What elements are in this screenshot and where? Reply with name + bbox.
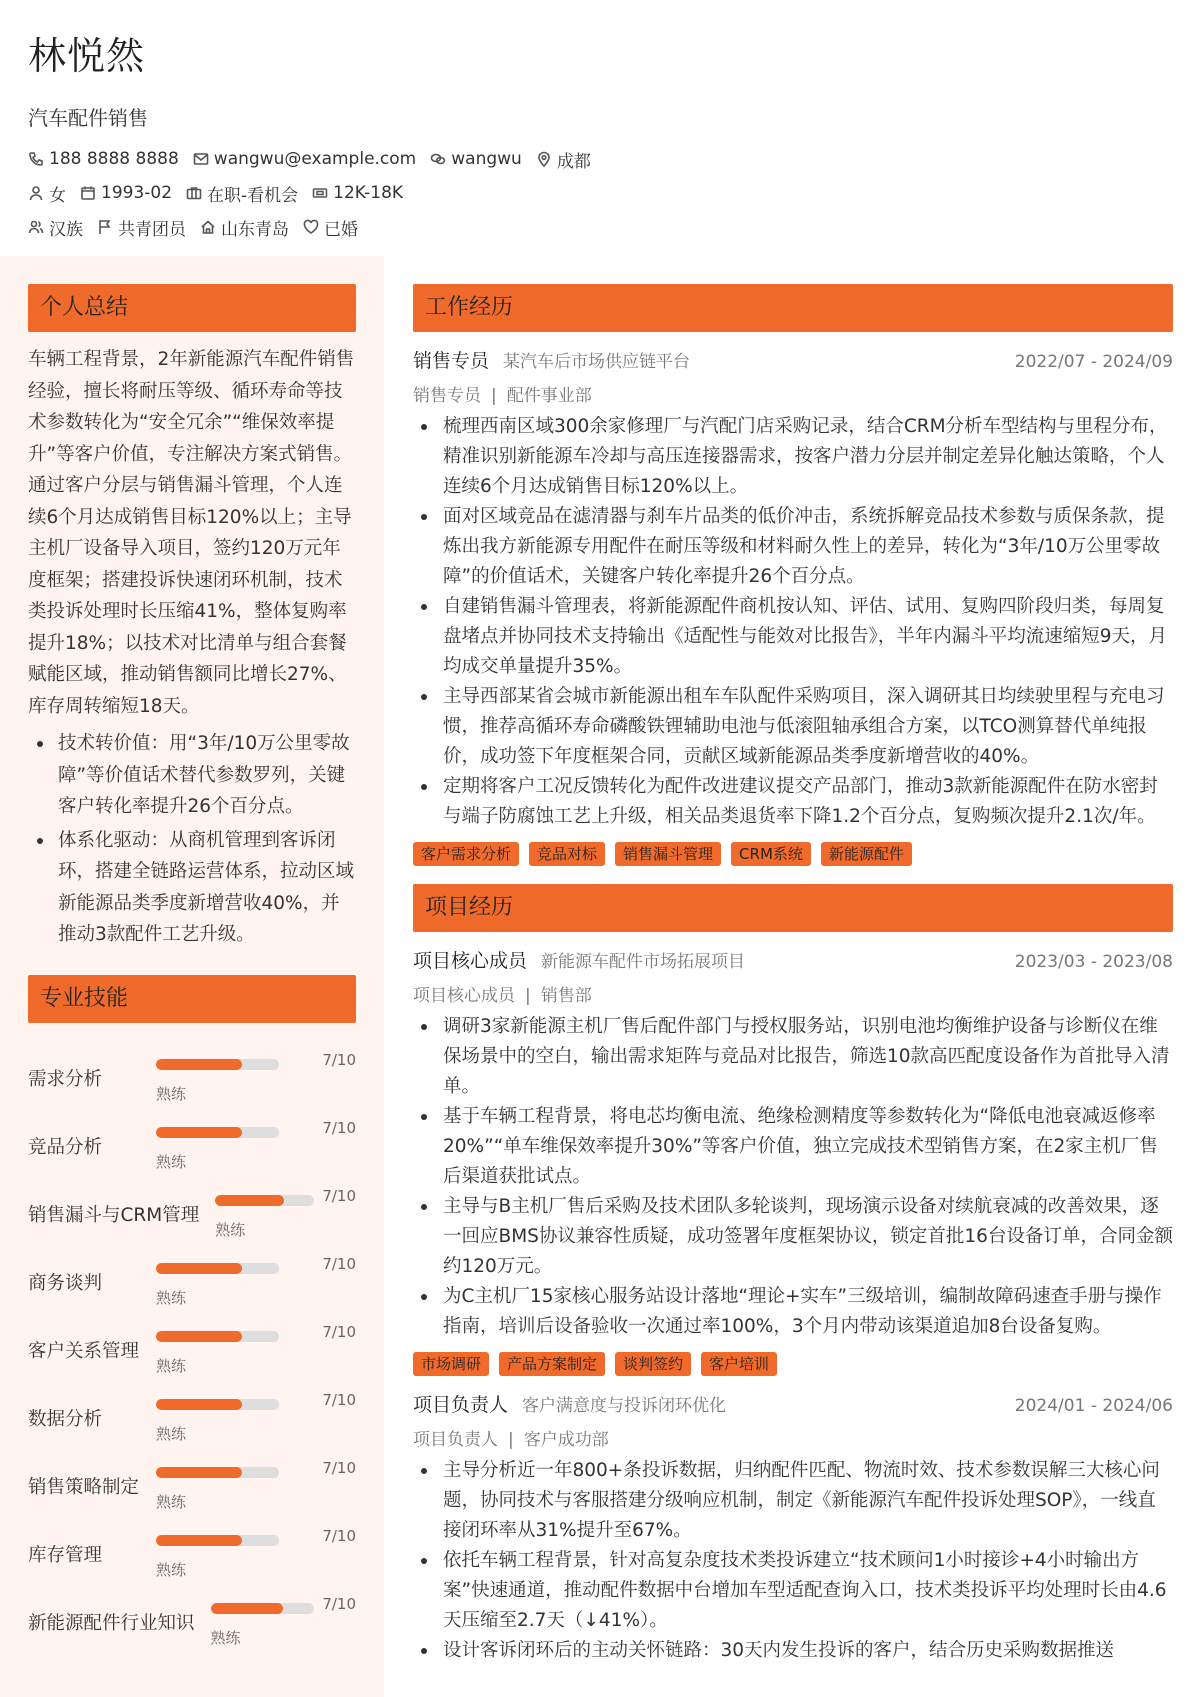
skill-tag: 产品方案制定 [499,1352,605,1376]
skill-score: 7/10 [322,1050,356,1069]
skill-score: 7/10 [322,1322,356,1341]
birth-text: 1993-02 [101,183,173,203]
entry-bullets [413,1456,1173,1666]
personal-row [28,176,1200,210]
skill-bar [211,1603,314,1614]
entry-head [413,1390,1173,1417]
skills-list [28,1039,356,1651]
politics-item [97,215,186,240]
email-icon [193,151,209,167]
city-item [536,147,591,172]
skill-tag: 销售漏斗管理 [615,842,721,866]
skill-bar [156,1399,279,1410]
skill-row [28,1447,356,1515]
skills-heading: 专业技能 [28,975,356,1023]
skill-name: 新能源配件行业知识 [28,1612,195,1634]
entry-subtitle [413,381,1173,406]
skill-fill [156,1399,242,1410]
skill-score: 7/10 [322,1458,356,1477]
heart-icon [303,219,319,235]
entry-title [413,346,690,373]
skill-bar [156,1127,279,1138]
birth-item [80,183,172,203]
entry-sub-role: 项目负责人 [413,1430,498,1450]
skill-fill [156,1331,242,1342]
skill-fill [215,1195,284,1206]
skill-name: 商务谈判 [28,1272,103,1294]
background-row [28,210,1200,244]
skill-tag: 竞品对标 [529,842,605,866]
separator: | [491,386,497,406]
entry-bullet: 依托车辆工程背景，针对高复杂度技术类投诉建立“技术顾问1小时接诊+4小时输出方案”快速通道，推动配件数据中台增加车型适配查询入口，技术类投诉平均处理时长由4.6天压缩至2.7天（↓41%）。 [413,1546,1173,1636]
summary-text: 车辆工程背景，2年新能源汽车配件销售经验，擅长将耐压等级、循环寿命等技术参数转化为“安全冗余”“维保效率提升”等客户价值，专注解决方案式销售。通过客户分层与销售漏斗管理，个人连续6个月达成销售目标120%以上；主导主机厂设备导入项目，签约120万元年度框架；搭建投诉快速闭环机制，技术类投诉处理时长压缩41%，整体复购率提升18%；以技术对比清单与组合套餐赋能区域，推动销售额同比增长27%、库存周转缩短18天。 [28,349,355,717]
skill-tag: 客户培训 [701,1352,777,1376]
skill-tag: 谈判签约 [615,1352,691,1376]
skill-level: 熟练 [156,1560,187,1579]
summary-bullet: 体系化驱动：从商机管理到客诉闭环，搭建全链路运营体系，拉动区域新能源品类季度新增营收40%，并推动3款配件工艺升级。 [28,825,356,951]
calendar-icon [80,185,96,201]
entry-role: 项目负责人 [413,1394,509,1416]
entry-title [413,946,745,973]
entry-head [413,346,1173,373]
skill-score: 7/10 [322,1526,356,1545]
skill-score: 7/10 [322,1254,356,1273]
entry-org: 某汽车后市场供应链平台 [503,352,691,372]
hometown-text: 山东青岛 [221,219,289,240]
skill-bar [156,1331,279,1342]
skill-row [28,1515,356,1583]
skill-name: 销售漏斗与CRM管理 [28,1204,200,1226]
entry-bullet: 面对区域竞品在滤清器与刹车片品类的低价冲击，系统拆解竞品技术参数与质保条款，提炼出我方新能源专用配件在耐压等级和材料耐久性上的差异，转化为“3年/10万公里零故障”的价值话术，关键客户转化率提升26个百分点。 [413,502,1173,592]
entry-subtitle [413,1425,1173,1450]
marital-text: 已婚 [324,219,358,240]
entry-sub-dept: 客户成功部 [523,1430,609,1450]
skill-score: 7/10 [322,1118,356,1137]
marital-item [303,215,358,240]
entry-bullet: 主导分析近一年800+条投诉数据，归纳配件匹配、物流时效、技术参数误解三大核心问题，协同技术与客服搭建分级响应机制，制定《新能源汽车配件投诉处理SOP》，一线直接闭环率从31%提升至67%。 [413,1456,1173,1546]
resume-header [0,0,1200,256]
sidebar [0,256,384,1697]
entry [413,1390,1173,1666]
skill-name: 数据分析 [28,1408,103,1430]
entry-date: 2023/03 - 2023/08 [1014,952,1173,972]
skill-tag: 市场调研 [413,1352,489,1376]
email-text: wangwu@example.com [213,149,417,169]
separator: | [525,986,531,1006]
skill-fill [156,1535,242,1546]
skill-tag: 客户需求分析 [413,842,519,866]
skill-name: 库存管理 [28,1544,103,1566]
entry-sub-dept: 配件事业部 [506,386,592,406]
entry-bullet: 自建销售漏斗管理表，将新能源配件商机按认知、评估、试用、复购四阶段归类，每周复盘堵点并协同技术支持输出《适配性与能效对比报告》，半年内漏斗平均流速缩短9天，月均成交单量提升35%。 [413,592,1173,682]
home-icon [200,219,216,235]
skill-name: 客户关系管理 [28,1340,140,1362]
entry-bullet: 设计客诉闭环后的主动关怀链路：30天内发生投诉的客户，结合历史采购数据推送 [413,1636,1173,1666]
gender-icon [28,185,44,201]
phone-text: 188 8888 8888 [49,149,179,169]
gender-text: 女 [49,185,66,206]
briefcase-icon [186,185,202,201]
entry-bullet: 定期将客户工况反馈转化为配件改进建议提交产品部门，推动3款新能源配件在防水密封与端子防腐蚀工艺上升级，相关品类退货率下降1.2个百分点，复购频次提升2.1次/年。 [413,772,1173,832]
salary-icon [312,185,328,201]
skill-bar [156,1535,279,1546]
skill-fill [156,1467,242,1478]
summary-bullet: 技术转价值：用“3年/10万公里零故障”等价值话术替代参数罗列，关键客户转化率提升26个百分点。 [28,728,356,823]
skill-name: 需求分析 [28,1068,103,1090]
entry-sub-role: 项目核心成员 [413,986,515,1006]
skill-score: 7/10 [322,1186,356,1205]
entry-role: 项目核心成员 [413,950,528,972]
summary-bullets [28,728,356,951]
candidate-name: 林悦然 [28,34,146,78]
skill-bar [215,1195,314,1206]
skill-name: 销售策略制定 [28,1476,140,1498]
wechat-item [430,149,522,169]
contact-row [28,142,1200,176]
city-text: 成都 [556,151,591,172]
entry-bullet: 调研3家新能源主机厂售后配件部门与授权服务站，识别电池均衡维护设备与诊断仪在维保场景中的空白，输出需求矩阵与竞品对比报告，筛选10款高匹配度设备作为首批导入清单。 [413,1012,1173,1102]
salary-item [312,183,403,203]
entry-org: 客户满意度与投诉闭环优化 [522,1396,727,1416]
skill-level: 熟练 [156,1424,187,1443]
skill-score: 7/10 [322,1594,356,1613]
skill-bar [156,1059,279,1070]
skill-fill [156,1263,242,1274]
entry-head [413,946,1173,973]
skill-row [28,1107,356,1175]
skill-row [28,1583,356,1651]
flag-icon [97,219,113,235]
status-item [186,181,298,206]
phone-item [28,149,179,169]
skill-fill [156,1059,242,1070]
entry-bullet: 主导西部某省会城市新能源出租车车队配件采购项目，深入调研其日均续驶里程与充电习惯，推荐高循环寿命磷酸铁锂辅助电池与低滚阻轴承组合方案，以TCO测算替代单纯报价，成功签下年度框架合同，贡献区域新能源品类季度新增营收的40%。 [413,682,1173,772]
summary-heading: 个人总结 [28,284,356,332]
entry-title [413,1390,726,1417]
entry-subtitle [413,981,1173,1006]
work-heading: 工作经历 [413,284,1173,332]
skill-name: 竞品分析 [28,1136,103,1158]
entry-bullet: 为C主机厂15家核心服务站设计落地“理论+实车”三级培训，编制故障码速查手册与操作指南，培训后设备验收一次通过率100%，3个月内带动该渠道追加8台设备复购。 [413,1282,1173,1342]
projects-heading: 项目经历 [413,884,1173,932]
skill-score: 7/10 [322,1390,356,1409]
entry-bullet: 梳理西南区域300余家修理厂与汽配门店采购记录，结合CRM分析车型结构与里程分布，精准识别新能源车冷却与高压连接器需求，按客户潜力分层并制定差异化触达策略，个人连续6个月达成销售目标120%以上。 [413,412,1173,502]
entry-tags [413,842,1173,866]
politics-text: 共青团员 [118,219,186,240]
entry-org: 新能源车配件市场拓展项目 [541,952,746,972]
skill-level: 熟练 [210,1628,241,1647]
location-icon [536,151,552,167]
work-entries [413,346,1173,866]
salary-text: 12K-18K [333,183,404,203]
skill-level: 熟练 [156,1288,187,1307]
skill-tag: 新能源配件 [821,842,912,866]
phone-icon [28,151,44,167]
entry-bullet: 基于车辆工程背景，将电芯均衡电流、绝缘检测精度等参数转化为“降低电池衰减返修率20%”“单车维保效率提升30%”等客户价值，独立完成技术型销售方案，在2家主机厂售后渠道获批试点。 [413,1102,1173,1192]
skill-fill [211,1603,283,1614]
entry [413,346,1173,866]
skill-level: 熟练 [215,1220,246,1239]
entry [413,946,1173,1376]
skill-row [28,1379,356,1447]
skill-bar [156,1263,279,1274]
skill-row [28,1039,356,1107]
entry-sub-dept: 销售部 [540,986,592,1006]
ethnicity-item [28,215,83,240]
gender-item [28,181,66,206]
wechat-icon [430,151,446,167]
email-item [193,149,416,169]
skill-level: 熟练 [156,1084,187,1103]
entry-tags [413,1352,1173,1376]
main-content [413,284,1173,1666]
entry-bullet: 主导与B主机厂售后采购及技术团队多轮谈判，现场演示设备对续航衰减的改善效果，逐一回应BMS协议兼容性质疑，成功签署年度框架协议，锁定首批16台设备订单，合同金额约120万元。 [413,1192,1173,1282]
skill-fill [156,1127,242,1138]
skill-tag: CRM系统 [731,842,811,866]
ethnicity-text: 汉族 [49,219,83,240]
skill-bar [156,1467,279,1478]
entry-date: 2022/07 - 2024/09 [1014,352,1173,372]
project-entries [413,946,1173,1666]
skill-row [28,1243,356,1311]
hometown-item [200,215,289,240]
entry-bullets [413,1012,1173,1342]
skill-level: 熟练 [156,1492,187,1511]
entry-role: 销售专员 [413,350,490,372]
ethnicity-icon [28,219,44,235]
skill-level: 熟练 [156,1356,187,1375]
entry-date: 2024/01 - 2024/06 [1014,1396,1173,1416]
skill-level: 熟练 [156,1152,187,1171]
status-text: 在职-看机会 [207,185,299,206]
separator: | [508,1430,514,1450]
skill-row [28,1311,356,1379]
job-title: 汽车配件销售 [28,106,148,130]
entry-sub-role: 销售专员 [413,386,481,406]
wechat-text: wangwu [451,149,522,169]
entry-bullets [413,412,1173,832]
skill-row [28,1175,356,1243]
